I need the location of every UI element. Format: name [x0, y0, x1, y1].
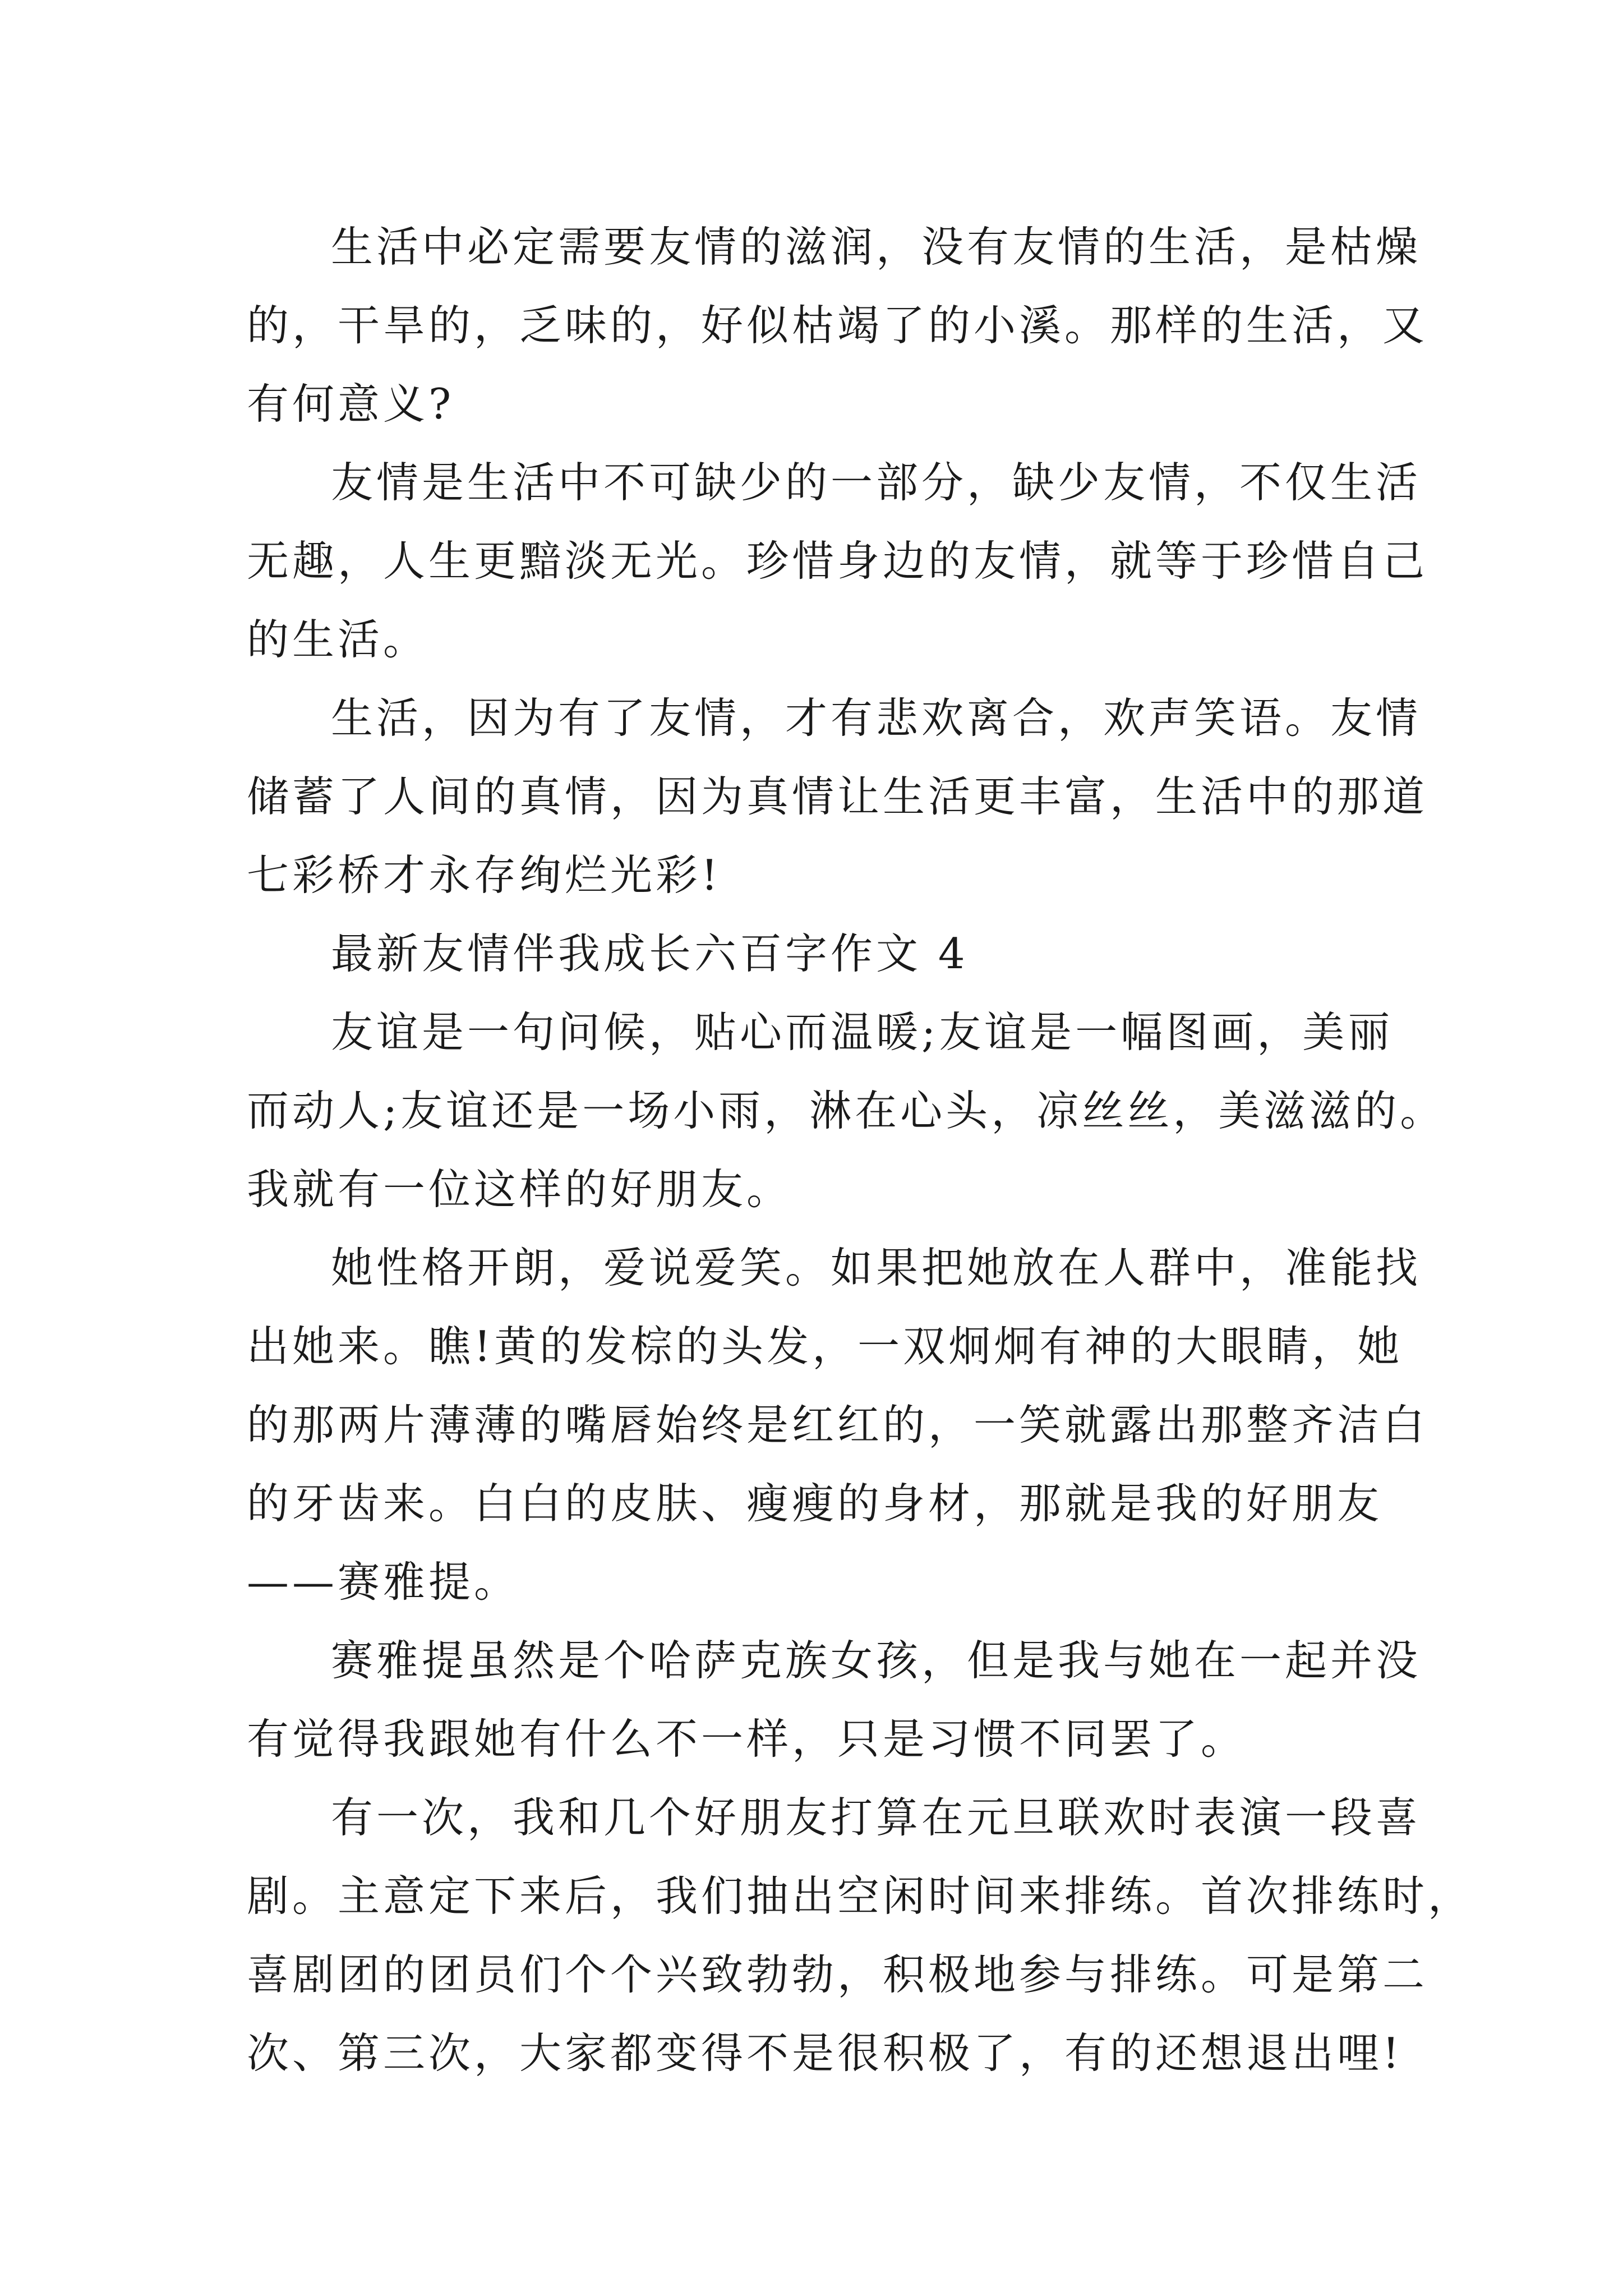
text-line: 的牙齿来。白白的皮肤、瘦瘦的身材，那就是我的好朋友: [247, 1479, 1383, 1528]
text-line: 最新友情伴我成长六百字作文 4: [331, 929, 969, 978]
text-line: 有一次，我和几个好朋友打算在元旦联欢时表演一段喜: [331, 1793, 1422, 1842]
text-line: 生活，因为有了友情，才有悲欢离合，欢声笑语。友情: [331, 693, 1422, 743]
text-line: 无趣，人生更黯淡无光。珍惜身边的友情，就等于珍惜自己: [247, 536, 1428, 586]
text-line: 她性格开朗，爱说爱笑。如果把她放在人群中，准能找: [331, 1243, 1422, 1292]
text-line: 友情是生活中不可缺少的一部分，缺少友情，不仅生活: [331, 458, 1422, 507]
text-line: 喜剧团的团员们个个兴致勃勃，积极地参与排练。可是第二: [247, 1950, 1428, 1999]
text-line: 的生活。: [247, 615, 429, 664]
text-line: 储蓄了人间的真情，因为真情让生活更丰富，生活中的那道: [247, 772, 1428, 821]
text-line: 友谊是一句问候，贴心而温暖;友谊是一幅图画，美丽: [331, 1007, 1394, 1057]
text-line: 我就有一位这样的好朋友。: [247, 1165, 792, 1214]
document-body: [247, 208, 1474, 2092]
text-line: 七彩桥才永存绚烂光彩!: [247, 850, 722, 900]
text-line: 生活中必定需要友情的滋润，没有友情的生活，是枯燥: [331, 222, 1422, 272]
text-line: ——赛雅提。: [247, 1557, 520, 1607]
text-line: 出她来。瞧!黄的发棕的头发，一双炯炯有神的大眼睛，她: [247, 1322, 1403, 1371]
text-line: 而动人;友谊还是一场小雨，淋在心头，凉丝丝，美滋滋的。: [247, 1086, 1446, 1135]
text-line: 的那两片薄薄的嘴唇始终是红红的，一笑就露出那整齐洁白: [247, 1400, 1428, 1450]
text-line: 有觉得我跟她有什么不一样，只是习惯不同罢了。: [247, 1714, 1247, 1764]
text-line: 有何意义?: [247, 379, 455, 429]
text-line: 次、第三次，大家都变得不是很积极了，有的还想退出哩!: [247, 2028, 1403, 2078]
text-line: 赛雅提虽然是个哈萨克族女孩，但是我与她在一起并没: [331, 1636, 1422, 1685]
text-line: 剧。主意定下来后，我们抽出空闲时间来排练。首次排练时，: [247, 1871, 1474, 1921]
text-line: 的，干旱的，乏味的，好似枯竭了的小溪。那样的生活，又: [247, 301, 1428, 350]
